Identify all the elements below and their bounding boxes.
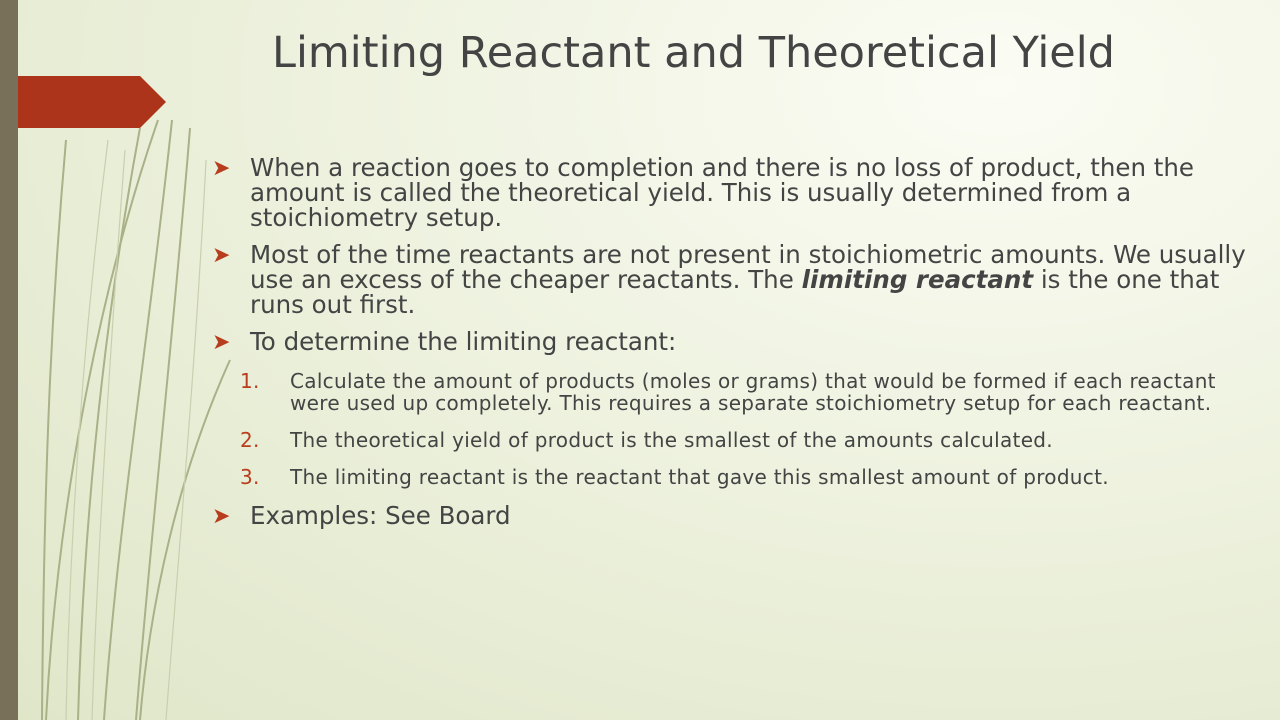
pointing-hand-bullet-icon: ➤: [212, 243, 231, 268]
bullet-item: [208, 155, 1258, 230]
emphasis-limiting-reactant: limiting reactant: [801, 265, 1034, 294]
pointing-hand-bullet-icon: ➤: [212, 156, 231, 181]
numbered-steps: [240, 370, 1258, 488]
bullet-text: When a reaction goes to completion and there is no loss of product, then the amount is called the theoretical yield. This is usually determined from a stoichiometry setup.: [250, 153, 1194, 232]
bullet-item: [208, 503, 1258, 528]
bullet-text: Most of the time reactants are not present in stoichiometric amounts. We usually use an excess of the cheaper reactants. The: [250, 240, 1246, 294]
bullet-item: [208, 242, 1258, 317]
bullet-item: [208, 329, 1258, 354]
step-item: [240, 466, 1258, 488]
bullet-text: To determine the limiting reactant:: [250, 327, 677, 356]
pointing-hand-bullet-icon: ➤: [212, 330, 231, 355]
step-number: 3.: [240, 465, 260, 489]
bullet-text: Examples: See Board: [250, 501, 511, 530]
step-item: [240, 429, 1258, 451]
step-item: [240, 370, 1258, 414]
step-text: Calculate the amount of products (moles or grams) that would be formed if each reactant were used up completely. This requires a separate stoichiometry setup for each reactant.: [290, 369, 1216, 415]
step-number: 1.: [240, 369, 260, 393]
step-text: The limiting reactant is the reactant that gave this smallest amount of product.: [290, 465, 1109, 489]
step-number: 2.: [240, 428, 260, 452]
title-tab-arrow-icon: [18, 76, 166, 128]
slide-title: Limiting Reactant and Theoretical Yield: [272, 28, 1115, 78]
bullet-text-continued: is the one that runs out first.: [250, 265, 1220, 319]
step-text: The theoretical yield of product is the smallest of the amounts calculated.: [290, 428, 1053, 452]
pointing-hand-bullet-icon: ➤: [212, 504, 231, 529]
slide-content: [208, 155, 1258, 540]
